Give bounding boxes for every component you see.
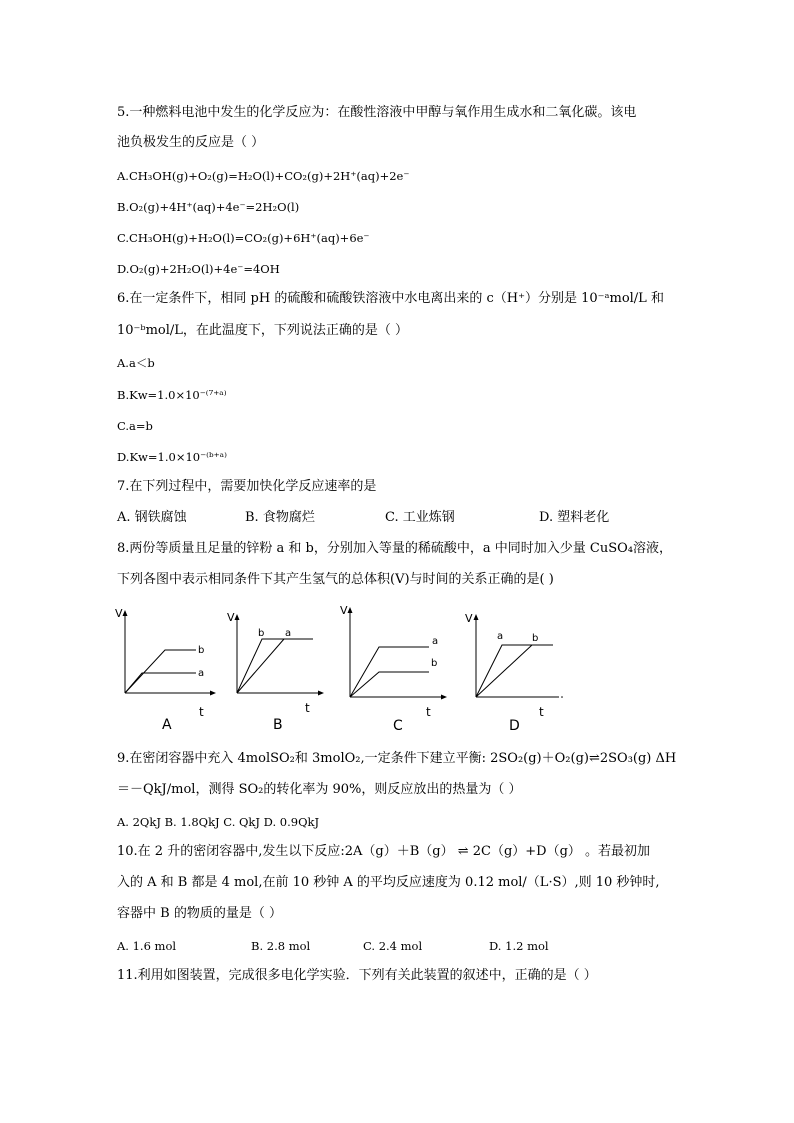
graph-d-x-label: t — [539, 705, 544, 719]
graph-a-y-label: V — [115, 607, 123, 620]
graph-b-x-label: t — [305, 701, 310, 715]
q7-option-c: C. 工业炼钢 — [385, 510, 455, 525]
q10-option-c: C. 2.4 mol — [363, 939, 423, 953]
graph-a-curve-a — [125, 673, 196, 693]
graph-a-caption: A — [162, 717, 172, 733]
graph-a-upper-label: b — [198, 645, 205, 656]
graph-d-y-label: V — [465, 612, 473, 625]
graph-a-x-arrow — [210, 691, 216, 696]
graph-c-upper-label: a — [432, 636, 439, 647]
graph-b-y-arrow — [235, 614, 240, 620]
graph-d-upper-label: a — [497, 631, 504, 642]
q5-option-b: B.O₂(g)+4H⁺(aq)+4e⁻=2H₂O(l) — [117, 200, 300, 214]
q11-stem: 11.利用如图装置，完成很多电化学实验．下列有关此装置的叙述中，正确的是（ ） — [117, 968, 597, 983]
graph-c-y-label: V — [340, 604, 348, 617]
graph-d-curve-b — [476, 645, 532, 697]
graph-a-curve-b — [125, 650, 196, 693]
q10-stem-line1: 10.在 2 升的密闭容器中,发生以下反应:2A（g）＋B（g） ⇌ 2C（g）+D（g） 。若最初加 — [117, 844, 651, 859]
graph-c-svg — [335, 602, 450, 732]
q6-option-d: D.Kw=1.0×10⁻⁽ᵇ⁺ᵃ⁾ — [117, 450, 227, 464]
q5-option-c: C.CH₃OH(g)+H₂O(l)=CO₂(g)+6H⁺(aq)+6e⁻ — [117, 231, 370, 245]
graph-a-lower-label: a — [198, 668, 205, 679]
q7-options — [117, 509, 609, 527]
graph-c-caption: C — [393, 718, 403, 734]
q6-stem-line1: 6.在一定条件下，相同 pH 的硫酸和硫酸铁溶液中水电离出来的 c（H⁺）分别是 10⁻ᵃmol/L 和 — [117, 291, 664, 306]
graph-d-curve-a — [476, 645, 553, 697]
graph-a — [110, 605, 220, 739]
q6-stem-line2: 10⁻ᵇmol/L，在此温度下，下列说法正确的是（ ） — [117, 323, 409, 338]
q8-stem-line2: 下列各图中表示相同条件下其产生氢气的总体积(V)与时间的关系正确的是( ) — [117, 572, 554, 587]
q10-stem-line3: 容器中 B 的物质的量是（ ） — [117, 906, 282, 921]
graph-b-x-arrow — [318, 691, 324, 696]
q7-option-d: D. 塑料老化 — [539, 510, 610, 525]
graph-d-svg — [461, 608, 576, 738]
graph-c-x-label: t — [426, 705, 431, 719]
q7-option-a: A. 钢铁腐蚀 — [117, 510, 187, 525]
graph-d-lower-label: b — [532, 633, 539, 644]
q6-option-b: B.Kw=1.0×10⁻⁽⁷⁺ᵃ⁾ — [117, 388, 227, 402]
graph-b-lower-label: a — [285, 628, 292, 639]
q10-option-a: A. 1.6 mol — [117, 939, 177, 953]
q9-options: A. 2QkJ B. 1.8QkJ C. QkJ D. 0.9QkJ — [117, 815, 320, 829]
graph-a-x-label: t — [199, 705, 204, 719]
q10-options — [117, 937, 549, 955]
graph-a-y-arrow — [123, 610, 128, 616]
graph-b-svg — [222, 605, 332, 735]
q6-option-c: C.a=b — [117, 419, 153, 433]
q5-option-a: A.CH₃OH(g)+O₂(g)=H₂O(l)+CO₂(g)+2H⁺(aq)+2e⁻ — [117, 169, 410, 183]
q5-stem-line1: 5.一种燃料电池中发生的化学反应为：在酸性溶液中甲醇与氧作用生成水和二氧化碳。该电 — [117, 105, 637, 120]
graph-b — [222, 605, 332, 739]
graph-d — [461, 608, 576, 742]
graph-a-svg — [110, 605, 220, 735]
graph-c-lower-label: b — [431, 658, 438, 669]
graph-c-y-arrow — [348, 607, 353, 613]
graph-c-x-arrow — [441, 695, 447, 700]
q10-option-d: D. 1.2 mol — [489, 939, 549, 953]
graph-d-x-end-dot — [561, 696, 563, 698]
graph-b-upper-label: b — [258, 628, 265, 639]
q8-stem-line1: 8.两份等质量且足量的锌粉 a 和 b，分别加入等量的稀硫酸中，a 中同时加入少量 CuSO₄溶液， — [117, 541, 672, 556]
q10-stem-line2: 入的 A 和 B 都是 4 mol,在前 10 秒钟 A 的平均反应速度为 0.12 mol/（L·S）,则 10 秒钟时, — [117, 875, 660, 890]
q5-option-d: D.O₂(g)+2H₂O(l)+4e⁻=4OH — [117, 262, 280, 276]
q5-stem-line2: 池负极发生的反应是（ ） — [117, 135, 265, 150]
graph-c — [335, 602, 450, 736]
graph-d-y-arrow — [474, 614, 479, 620]
graph-b-y-label: V — [227, 611, 235, 624]
q6-option-a: A.a＜b — [117, 356, 155, 370]
q7-stem: 7.在下列过程中，需要加快化学反应速率的是 — [117, 479, 377, 494]
graph-b-curve-a — [237, 639, 284, 693]
graph-b-curve-b — [237, 639, 313, 693]
graph-b-caption: B — [273, 717, 283, 733]
q9-stem-line1: 9.在密闭容器中充入 4molSO₂和 3molO₂,一定条件下建立平衡: 2SO₂(g)＋O₂(g)⇌2SO₃(g) ΔH — [117, 751, 677, 766]
q9-stem-line2: ＝－QkJ/mol，测得 SO₂的转化率为 90%，则反应放出的热量为（ ） — [117, 782, 522, 797]
graph-d-caption: D — [509, 718, 520, 734]
q7-option-b: B. 食物腐烂 — [245, 510, 315, 525]
q10-option-b: B. 2.8 mol — [251, 939, 311, 953]
